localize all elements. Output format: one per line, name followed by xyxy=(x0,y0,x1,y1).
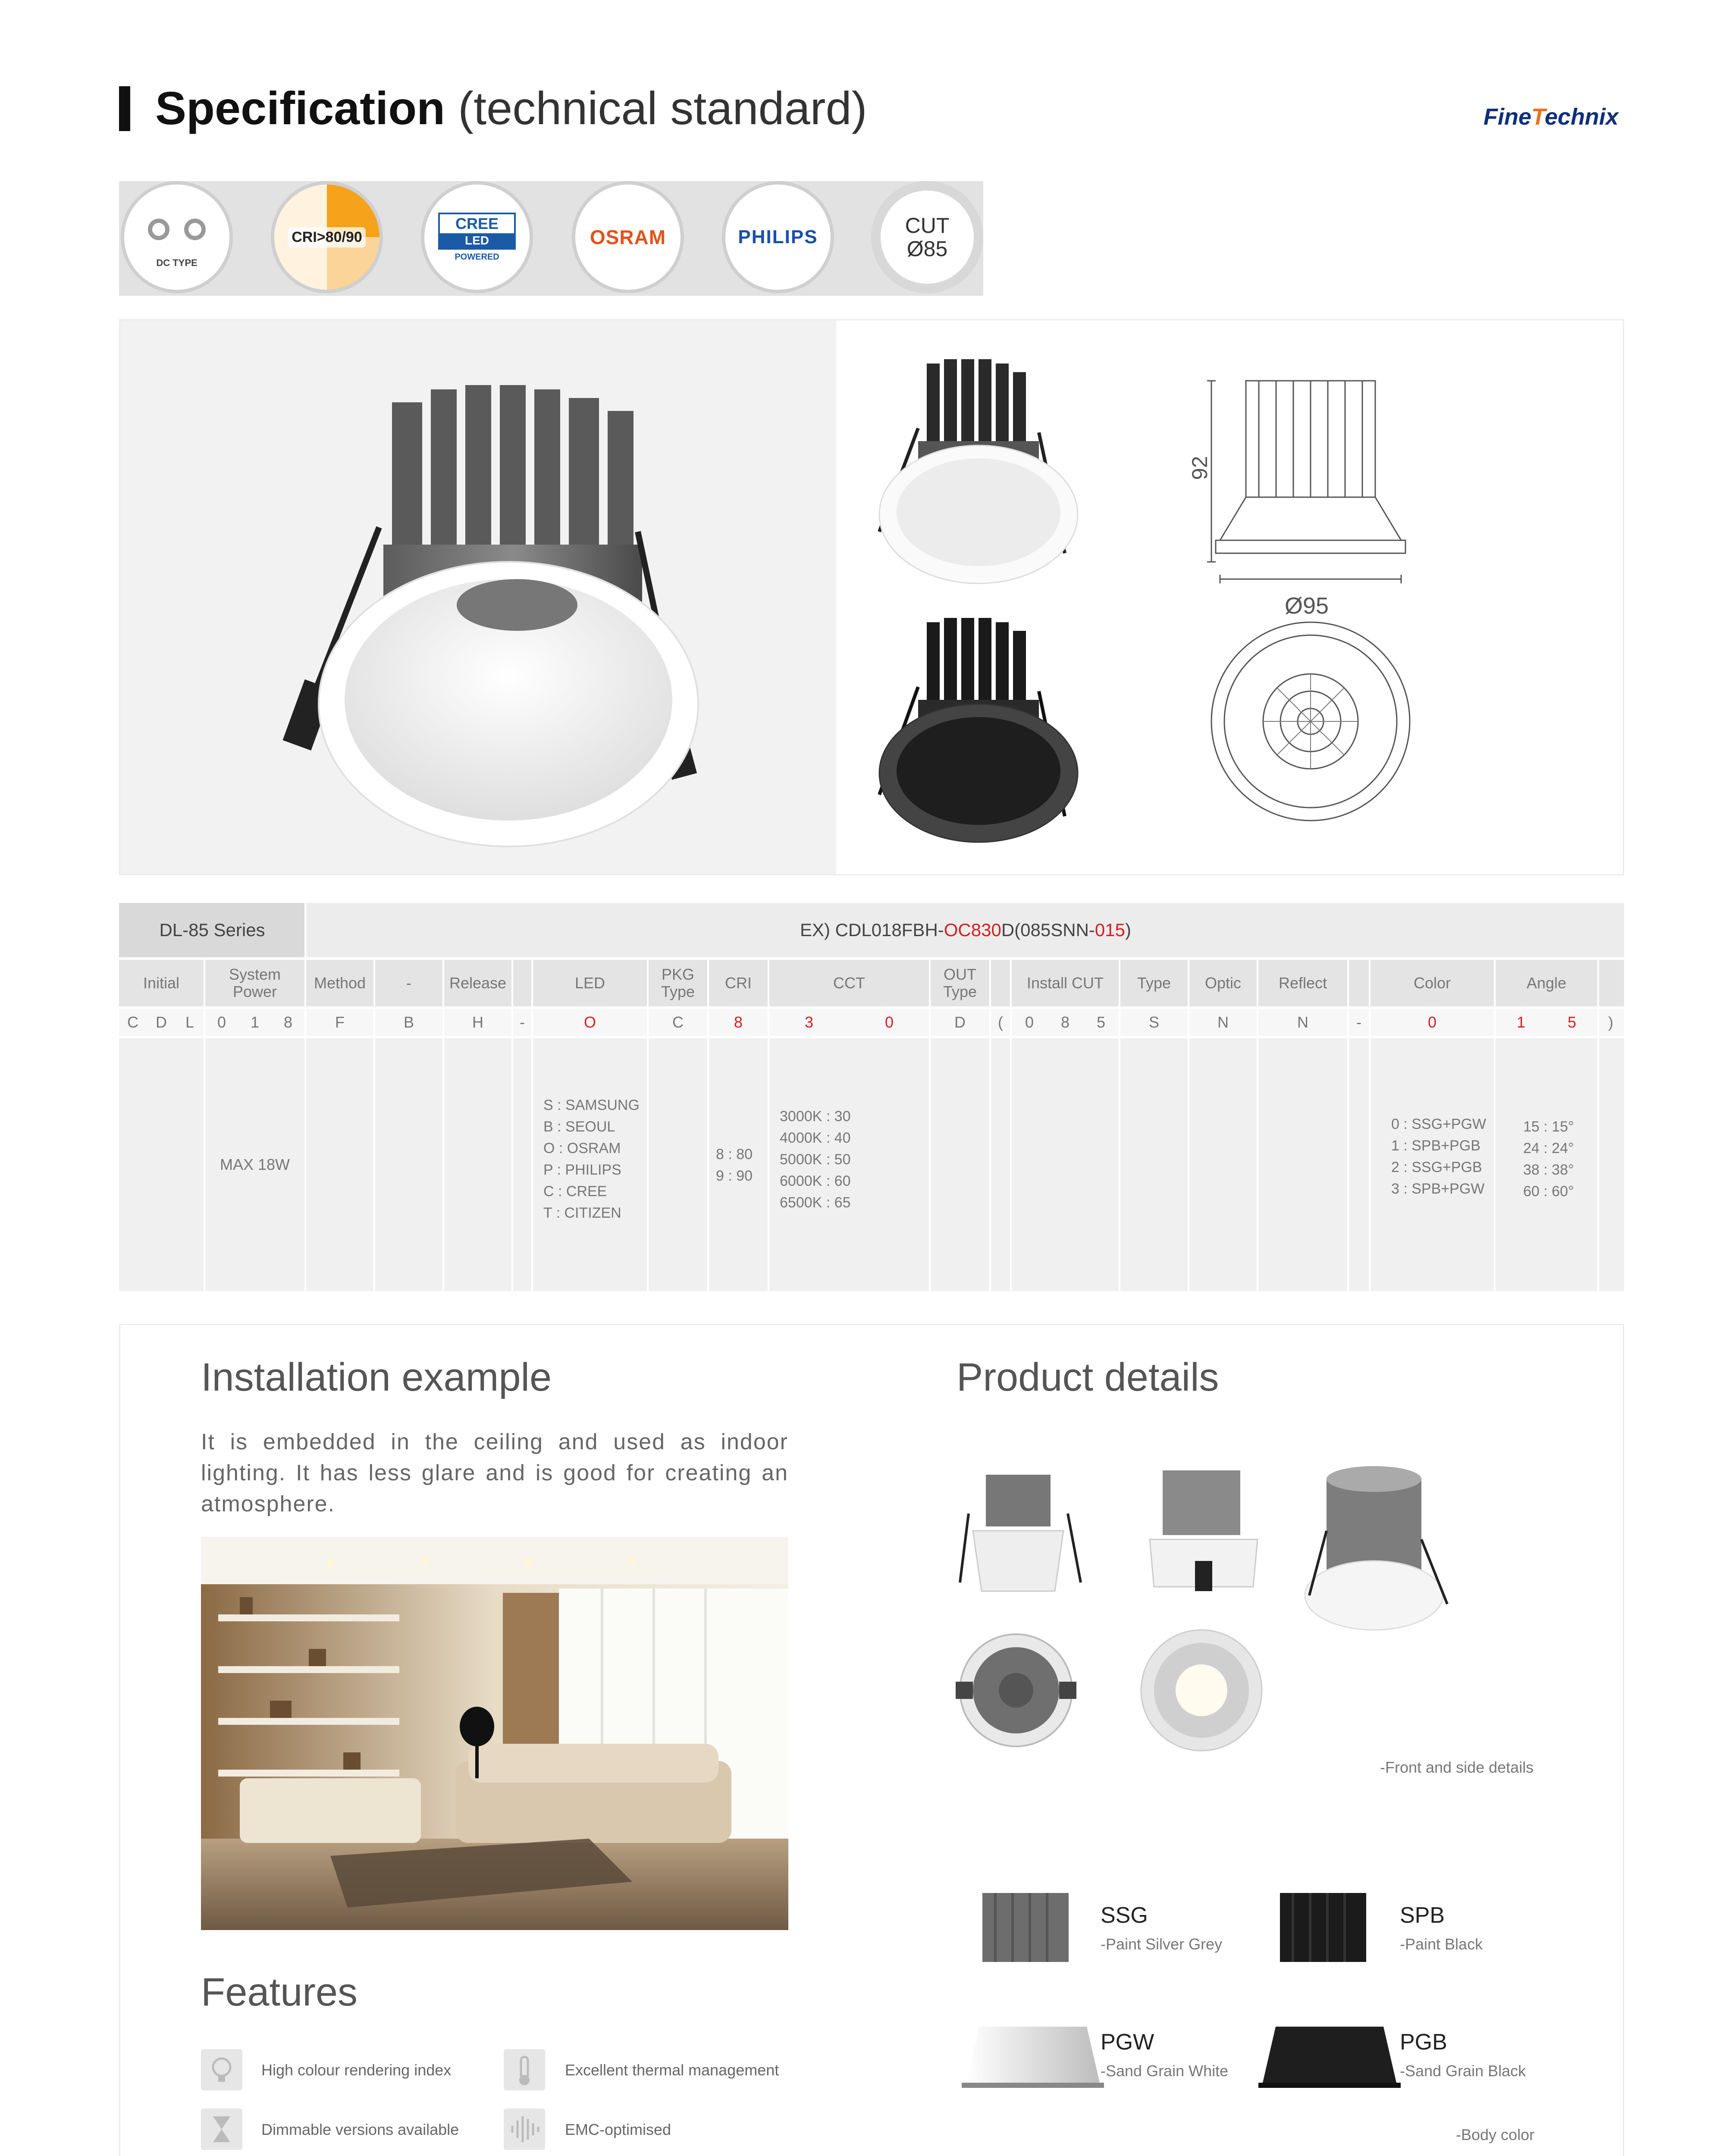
header-release: Release xyxy=(449,974,507,992)
example-mid: D(085SNN- xyxy=(1001,920,1095,940)
cree-bottom: POWERED xyxy=(455,252,499,262)
code-reflect: N xyxy=(1297,1013,1308,1031)
code-paren-open: ( xyxy=(998,1013,1003,1031)
series-label: DL-85 Series xyxy=(119,903,305,957)
value-cct-list: 3000K : 30 4000K : 40 5000K : 50 6000K : 60 6500K : 65 xyxy=(780,1108,851,1211)
badge-cri xyxy=(271,181,383,293)
feature-emc: EMC-optimised xyxy=(565,2121,671,2138)
header-cct: CCT xyxy=(833,974,865,992)
header-pkg-type: PKG Type xyxy=(661,965,695,1000)
code-led: O xyxy=(583,1013,596,1031)
header-initial: Initial xyxy=(143,974,180,992)
title-light: (technical standard) xyxy=(458,82,867,134)
dc-type-label: DC TYPE xyxy=(156,257,198,268)
features-title: Features xyxy=(201,1970,358,2014)
emc-wave-icon xyxy=(504,2109,545,2150)
header-color: Color xyxy=(1413,974,1451,992)
value-cri-list: 8 : 80 9 : 90 xyxy=(716,1146,753,1184)
downlight-black-trim-render xyxy=(862,605,1104,846)
code-angle-1: 1 xyxy=(1516,1013,1526,1031)
product-detail-renders xyxy=(956,1466,1516,1768)
code-optic: N xyxy=(1217,1013,1229,1031)
header-method: Method xyxy=(314,974,366,992)
code-cut-2: 8 xyxy=(1060,1013,1070,1031)
header-reflect: Reflect xyxy=(1278,974,1327,992)
finish-pgb-desc: -Sand Grain Black xyxy=(1400,2062,1526,2080)
feature-dimmable: Dimmable versions available xyxy=(261,2121,459,2138)
example-red-2: 015 xyxy=(1095,920,1125,940)
brand-part-b: echnix xyxy=(1545,104,1619,130)
finish-pgb-code: PGB xyxy=(1400,2030,1447,2055)
cut-top: CUT xyxy=(905,213,950,238)
code-p3: 8 xyxy=(283,1013,293,1031)
value-power: MAX 18W xyxy=(220,1156,290,1173)
code-c1: C xyxy=(127,1013,138,1031)
finish-ssg-swatch xyxy=(982,1893,1073,1966)
code-cut-1: 0 xyxy=(1025,1013,1034,1031)
code-cct-2: 0 xyxy=(884,1013,894,1031)
product-details-title: Product details xyxy=(957,1355,1219,1399)
finish-pgw-desc: -Sand Grain White xyxy=(1101,2062,1229,2080)
finish-ssg-desc: -Paint Silver Grey xyxy=(1101,1935,1223,1953)
header-system-power: System Power xyxy=(229,965,281,1000)
product-hero xyxy=(119,319,1624,875)
osram-logo: OSRAM xyxy=(590,226,666,248)
code-sep-1: - xyxy=(520,1013,525,1031)
cri-bulb-icon xyxy=(201,2049,242,2090)
code-c3: L xyxy=(185,1013,194,1031)
cree-mid: LED xyxy=(440,233,514,248)
brand-part-t: T xyxy=(1531,104,1545,130)
dimmable-icon xyxy=(201,2109,242,2150)
header-led: LED xyxy=(574,974,605,992)
finish-spb-desc: -Paint Black xyxy=(1400,1935,1483,1953)
technical-drawing xyxy=(1188,346,1582,846)
installation-title: Installation example xyxy=(201,1355,552,1399)
feature-cri: High colour rendering index xyxy=(261,2061,452,2079)
page-title xyxy=(155,76,867,141)
brand-logo xyxy=(1484,103,1618,130)
installation-text: It is embedded in the ceiling and used as indoor lighting. It has less glare and is good for creating an atmosphere. xyxy=(201,1429,788,1517)
front-side-note: -Front and side details xyxy=(1380,1758,1534,1776)
cree-top: CREE xyxy=(455,214,499,232)
brand-part-a: Fine xyxy=(1484,104,1532,130)
code-pkg: C xyxy=(672,1013,684,1031)
spec-table xyxy=(119,903,1624,1291)
header-type: Type xyxy=(1137,974,1171,992)
finish-spb-swatch xyxy=(1280,1893,1371,1966)
header-optic: Optic xyxy=(1204,974,1242,992)
code-color: 0 xyxy=(1427,1013,1437,1031)
dc-plug-icon xyxy=(148,219,206,240)
header-cri: CRI xyxy=(725,974,752,992)
title-bold: Specification xyxy=(155,82,445,134)
value-color-list: 0 : SSG+PGW 1 : SPB+PGB 2 : SSG+PGB 3 : SPB+PGW xyxy=(1391,1116,1487,1197)
cri-label: CRI>80/90 xyxy=(288,227,366,248)
example-suffix: ) xyxy=(1125,920,1131,940)
finish-pgw-swatch xyxy=(962,2022,1104,2091)
code-angle-2: 5 xyxy=(1567,1013,1577,1031)
code-method: F xyxy=(335,1013,345,1031)
example-prefix: EX) CDL018FBH- xyxy=(800,920,944,940)
badge-cut xyxy=(871,181,983,293)
value-led-list: S : SAMSUNG B : SEOUL O : OSRAM P : PHILIPS C : CREE T : CITIZEN xyxy=(543,1097,640,1221)
example-code xyxy=(307,903,1624,957)
finish-spb-code: SPB xyxy=(1400,1903,1445,1928)
code-paren-close: ) xyxy=(1608,1013,1613,1031)
code-type: S xyxy=(1148,1013,1159,1031)
code-p2: 1 xyxy=(250,1013,260,1031)
cree-logo xyxy=(438,213,516,250)
example-red-1: OC830 xyxy=(944,920,1001,940)
code-cri: 8 xyxy=(734,1013,743,1031)
downlight-white-trim-render xyxy=(862,346,1104,588)
code-c2: D xyxy=(156,1013,167,1031)
philips-logo: PHILIPS xyxy=(738,226,818,248)
finish-ssg-code: SSG xyxy=(1101,1903,1148,1928)
code-out: D xyxy=(954,1013,966,1031)
header-angle: Angle xyxy=(1526,974,1567,992)
code-p1: 0 xyxy=(217,1013,226,1031)
badge-philips xyxy=(722,181,834,293)
cut-bottom: Ø85 xyxy=(906,237,948,261)
code-cct-1: 3 xyxy=(804,1013,814,1031)
badge-osram xyxy=(572,181,684,293)
installation-room-photo xyxy=(201,1537,788,1930)
title-accent-bar xyxy=(119,86,130,131)
feature-thermal: Excellent thermal management xyxy=(565,2061,779,2079)
finish-pgw-code: PGW xyxy=(1101,2030,1154,2055)
header-out-type: OUT Type xyxy=(943,965,977,1000)
header-dash: - xyxy=(406,974,411,992)
code-dash: B xyxy=(403,1013,414,1031)
value-angle-list: 15 : 15° 24 : 24° 38 : 38° 60 : 60° xyxy=(1523,1119,1574,1200)
body-color-note: -Body color xyxy=(1456,2126,1535,2143)
header-install-cut: Install CUT xyxy=(1026,974,1104,992)
downlight-main-render xyxy=(250,346,810,864)
badge-cree xyxy=(421,181,533,293)
thermal-icon xyxy=(504,2049,545,2090)
code-release: H xyxy=(472,1013,483,1031)
badge-dc-type xyxy=(121,181,233,293)
drawing-height-label: 92 xyxy=(1188,456,1212,480)
feature-badges xyxy=(119,181,983,296)
code-sep-2: - xyxy=(1356,1013,1361,1031)
code-cut-3: 5 xyxy=(1096,1013,1106,1031)
finish-pgb-swatch xyxy=(1258,2022,1401,2091)
drawing-diameter-label: Ø95 xyxy=(1285,593,1329,619)
